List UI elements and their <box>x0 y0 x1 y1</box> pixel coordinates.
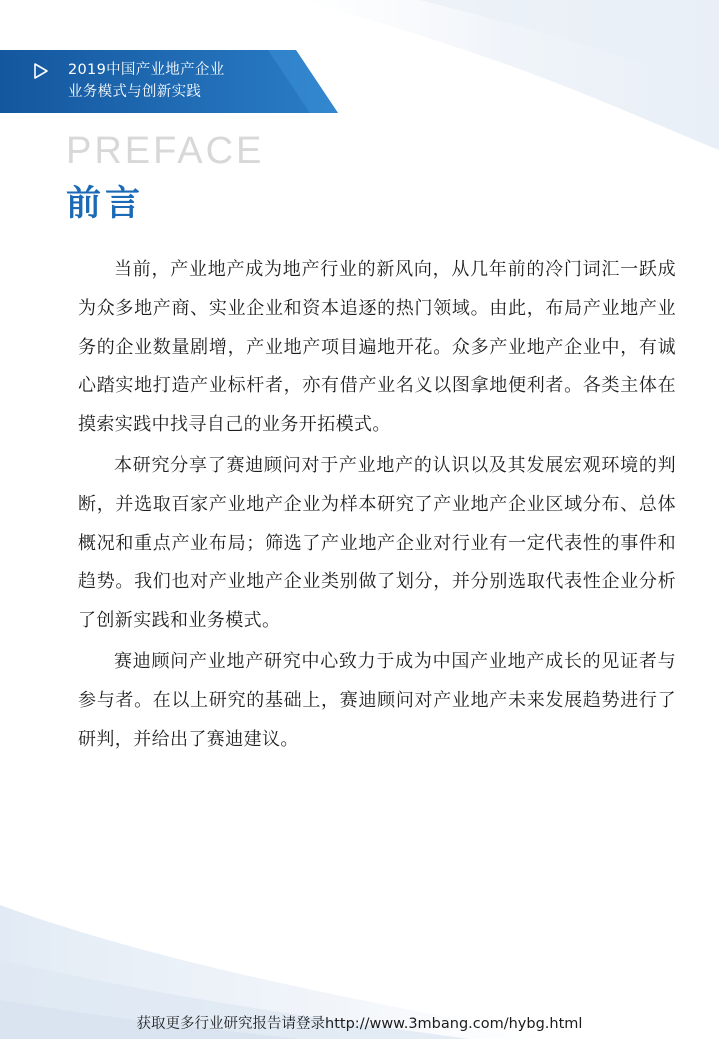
paragraph-2: 本研究分享了赛迪顾问对于产业地产的认识以及其发展宏观环境的判断，并选取百家产业地产企业为样本研究了产业地产企业区域分布、总体概况和重点产业布局；筛选了产业地产企业对行业有一定代表性的事件和趋势。我们也对产业地产企业类别做了划分，并分别选取代表性企业分析了创新实践和业务模式。 <box>78 454 676 632</box>
report-title-line1: 2019中国产业地产企业 <box>68 62 225 78</box>
preface-english-heading: PREFACE <box>66 130 265 172</box>
preface-body <box>78 251 676 761</box>
footer-link-text[interactable]: 获取更多行业研究报告请登录http://www.3mbang.com/hybg.html <box>136 1016 583 1032</box>
report-title-line2: 业务模式与创新实践 <box>68 84 202 100</box>
paragraph-1: 当前，产业地产成为地产行业的新风向，从几年前的冷门词汇一跃成为众多地产商、实业企业和资本追逐的热门领域。由此，布局产业地产业务的企业数量剧增，产业地产项目遍地开花。众多产业地产企业中，有诚心踏实地打造产业标杆者，亦有借产业名义以图拿地便利者。各类主体在摸索实践中找寻自己的业务开拓模式。 <box>78 259 676 436</box>
preface-chinese-heading: 前言 <box>66 184 145 224</box>
paragraph-3: 赛迪顾问产业地产研究中心致力于成为中国产业地产成长的见证者与参与者。在以上研究的基础上，赛迪顾问对产业地产未来发展趋势进行了研判，并给出了赛迪建议。 <box>78 650 676 750</box>
play-arrow-icon <box>33 62 49 80</box>
report-title <box>68 59 225 103</box>
